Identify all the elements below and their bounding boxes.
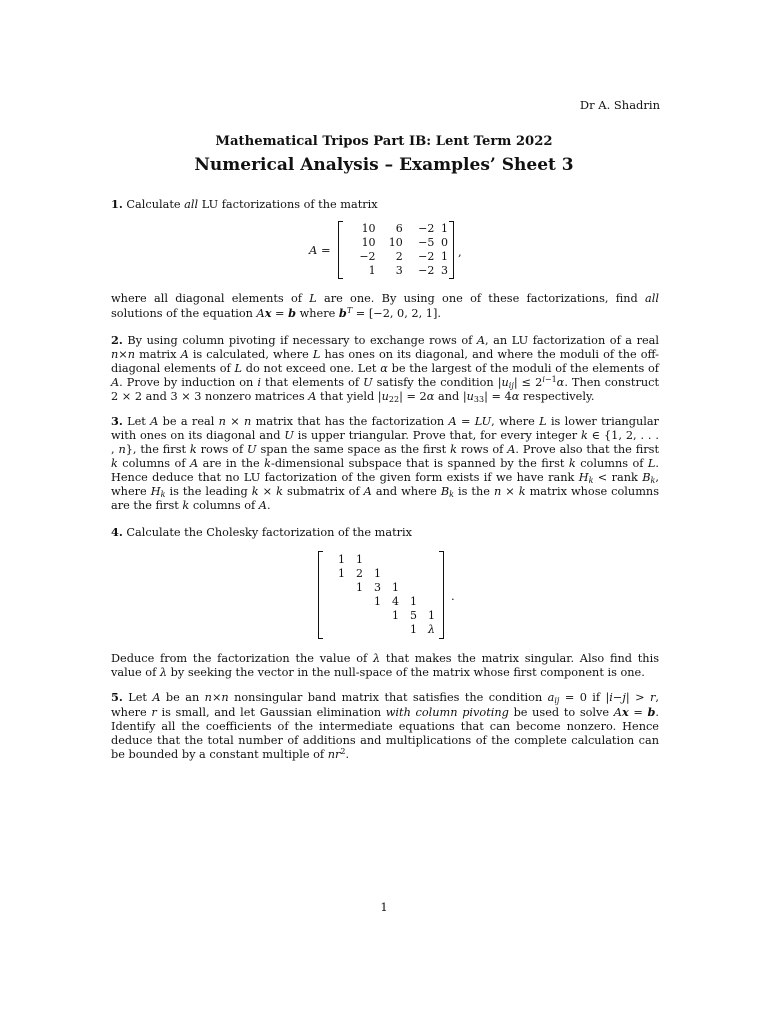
matrix-a-cell: 10 [388,236,403,249]
matrix-tridiagonal-cell: 4 [392,595,399,608]
matrix-tridiagonal [318,551,444,639]
matrix-tridiagonal-cell [399,581,417,595]
matrix-tridiagonal-cell [399,553,417,567]
question-5: 5. Let A be an n×n nonsingular band matrix that satisfies the condition $a_{ij} = 0$ if |i−j| > r, where r is small, and let Gaussian elimination with column pivoting be used to solve Ax = b. Identify all the coefficients of the intermediate equations that can become nonzero. Hence deduce that the total number of additions and multiplications of the complete calculation can be bounded by a constant multiple of $nr^2$. [111,690,660,761]
page: Dr A. Shadrin Mathematical Tripos Part IB: Lent Term 2022 Numerical Analysis – Examples’ Sheet 3 1. Calculate all LU factorizations of the matrix A = 10 6 −2 1 10 10 −5 0 −2 2 −2 1 1 3 −2 3 , where all diagonal elements of L are one. By using one of these factorizations, find all solutions of the equation Ax = b where $b^T = [-2$, 0, 2, 1]. 2. By using column pivoting if necessary to exchange rows of A, an LU factorization of a real n×n matrix A is calculated, where L has ones on its diagonal, and where the moduli of the off-diagonal elements of L do not exceed one. Let α be the largest of the moduli of the elements of A. Prove by induction on i that elements of U satisfy the condition $|u_{ij}| \le 2^{i-1}\alpha$. Then construct 2 × 2 and 3 × 3 nonzero matrices A that yield $|u_{22}| = 2\alpha$ and $|u_{33}| = 4\alpha$ respectively. 3. Let A be a real n × n matrix that has the factorization A = LU, where L is lower triangular with ones on its diagonal and U is upper triangular. Prove that, for every integer k ∈ {1, 2, . . . , n}, the first k rows of U span the same space as the first k rows of A. Prove also that the first k columns of A are in the k-dimensional subspace that is spanned by the first k columns of L. Hence deduce that no LU factorization of the given form exists if we have rank $H_k$ < rank $B_k$, where $H_k$ is the leading k × k submatrix of A and where $B_k$ is the n × k matrix whose columns are the first k columns of A. 4. Calculate the Cholesky factorization of the matrix 1 1 1 2 1 1 3 1 1 4 1 1 5 1 1 λ . Deduce from the factorization the value of λ that makes the matrix singular. Also find this value of λ by seeking the vector in the null-space of the matrix whose first component is one. 5. Let A be an n×n nonsingular band matrix that satisfies the condition $a_{ij} = 0$ if |i−j| > r, where r is small, and let Gaussian elimination with column pivoting be used to solve Ax = b. Identify all the coefficients of the intermediate equations that can become nonzero. Hence deduce that the total number of additions and multiplications of the complete calculation can be bounded by a constant multiple of $nr^2$. 1 [0,0,768,1024]
matrix-a-cell: 10 [361,236,376,249]
matrix-tridiagonal-cell: λ [428,623,435,636]
question-3: 3. Let A be a real n × n matrix that has the factorization A = LU, where L is lower triangular with ones on its diagonal and U is upper triangular. Prove that, for every integer k ∈ {1, 2, . . . , n}, the first k rows of U span the same space as the first k rows of A. Prove also that the first k columns of A are in the k-dimensional subspace that is spanned by the first k columns of L. Hence deduce that no LU factorization of the given form exists if we have rank $H_k$ < rank $B_k$, where $H_k$ is the leading k × k submatrix of A and where $B_k$ is the n × k matrix whose columns are the first k columns of A. [111,414,660,512]
matrix-a-cell: 3 [441,264,448,277]
matrix-a-cell: 6 [395,222,403,235]
matrix-a-cell: −5 [418,236,435,249]
matrix-tridiagonal-cell [417,595,435,609]
matrix-tridiagonal-cell [327,623,345,637]
author: Dr A. Shadrin [579,98,660,112]
matrix-tridiagonal-cell [417,581,435,595]
matrix-tridiagonal-cell: 2 [356,567,363,580]
matrix-tridiagonal-cell [417,553,435,567]
matrix-tridiagonal-cell [381,553,399,567]
matrix-tridiagonal-cell: 1 [410,595,417,608]
matrix-a-cell: −2 [418,222,435,235]
matrix-a-cell: 2 [395,250,403,263]
matrix-a-row [344,236,448,250]
matrix-a-row [344,222,448,236]
matrix-a-cell: −2 [418,250,435,263]
matrix-tridiagonal-cell: 1 [374,567,381,580]
matrix-tridiagonal-cell [363,623,381,637]
matrix-tridiagonal-cell [327,581,345,595]
matrix-tridiagonal-cell [363,553,381,567]
matrix-tridiagonal-row [327,581,435,595]
question-4-intro: 4. Calculate the Cholesky factorization of the matrix [111,525,413,539]
matrix-a [338,221,454,279]
matrix-a-row [344,264,448,278]
matrix-a-cell: 1 [441,250,448,263]
matrix-tridiagonal-row [327,609,435,623]
matrix-tridiagonal-cell [345,609,363,623]
matrix-tridiagonal-cell: 1 [338,553,345,566]
matrix-tridiagonal-row [327,553,435,567]
matrix-a-cell: −2 [418,264,435,277]
matrix-a-cell: 1 [368,264,376,277]
matrix-a-cell: 0 [441,236,448,249]
matrix-tridiagonal-cell [381,567,399,581]
matrix-tridiagonal-row [327,567,435,581]
matrix-tridiagonal-cell [327,609,345,623]
matrix-tridiagonal-cell: 5 [410,609,417,622]
course-title: Mathematical Tripos Part IB: Lent Term 2022 [215,134,553,149]
matrix-tridiagonal-row [327,595,435,609]
matrix-tridiagonal-cell [399,567,417,581]
question-1-intro: 1. Calculate all LU factorizations of the matrix [111,197,378,211]
matrix-a-label: A = [309,243,331,257]
matrix-tridiagonal-cell [363,609,381,623]
matrix-tridiagonal-cell: 1 [410,623,417,636]
matrix-tridiagonal-cell [327,595,345,609]
matrix-a-cell: 3 [395,264,403,277]
matrix-tridiagonal-cell: 3 [374,581,381,594]
matrix-tridiagonal-cell [345,595,363,609]
question-2: 2. By using column pivoting if necessary to exchange rows of A, an LU factorization of a real n×n matrix A is calculated, where L has ones on its diagonal, and where the moduli of the off-diagonal elements of L do not exceed one. Let α be the largest of the moduli of the elements of A. Prove by induction on i that elements of U satisfy the condition $|u_{ij}| \le 2^{i-1}\alpha$. Then construct 2 × 2 and 3 × 3 nonzero matrices A that yield $|u_{22}| = 2\alpha$ and $|u_{33}| = 4\alpha$ respectively. [111,333,660,404]
question-1-task: where all diagonal elements of L are one. By using one of these factorizations, find all solutions of the equation Ax = b where $b^T = [-2$, 0, 2, 1]. [111,292,659,320]
matrix-a-row [344,250,448,264]
matrix-tridiagonal-cell: 1 [392,581,399,594]
question-1-number: 1. [111,197,123,211]
matrix-tridiagonal-row [327,623,435,637]
question-4-task: Deduce from the factorization the value of λ that makes the matrix singular. Also find this value of λ by seeking the vector in the null-space of the matrix whose first component is one. [111,652,659,679]
matrix-a-cell: 1 [441,222,448,235]
matrix-tridiagonal-cell [381,623,399,637]
matrix-tridiagonal-cell: 1 [338,567,345,580]
matrix-tridiagonal-cell: 1 [428,609,435,622]
matrix-tridiagonal-cell [345,623,363,637]
page-number: 1 [380,900,388,914]
matrix-a-cell: −2 [359,250,376,263]
matrix-tridiagonal-cell: 1 [356,553,363,566]
sheet-title: Numerical Analysis – Examples’ Sheet 3 [194,155,574,175]
matrix-a-cell: 10 [361,222,376,235]
matrix-tridiagonal-cell: 1 [374,595,381,608]
matrix-tridiagonal-cell: 1 [356,581,363,594]
matrix-tridiagonal-cell [417,567,435,581]
matrix-tridiagonal-cell: 1 [392,609,399,622]
